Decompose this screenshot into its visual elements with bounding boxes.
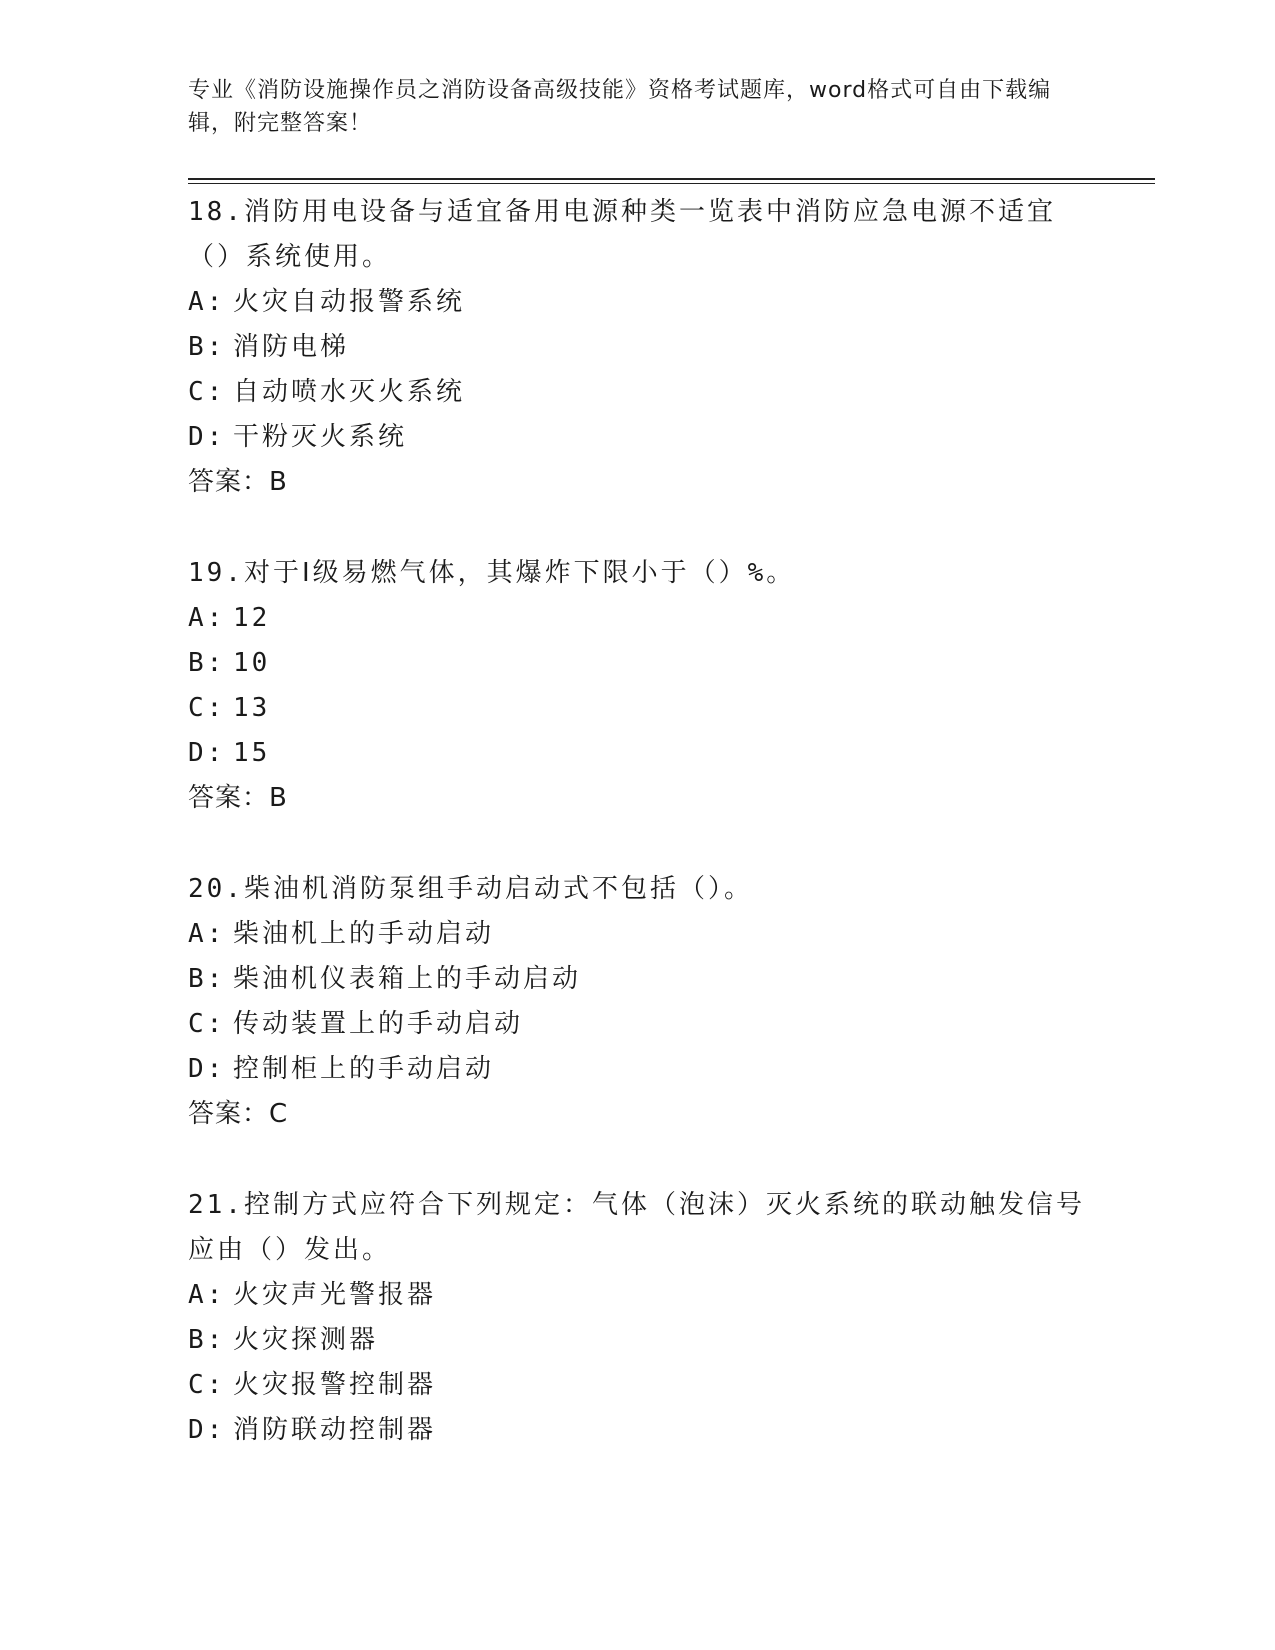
- option-letter: D:: [188, 422, 226, 452]
- answer-line: 答案：B: [188, 467, 288, 497]
- question-20: [188, 867, 1088, 1137]
- option-text: 消防电梯: [233, 332, 350, 362]
- header-divider-thin: [188, 183, 1155, 184]
- option-b: [188, 641, 1088, 686]
- option-text: 火灾自动报警系统: [233, 287, 466, 317]
- option-c: [188, 686, 1088, 731]
- option-b: [188, 1318, 1088, 1363]
- answer-line: 答案：C: [188, 1099, 289, 1129]
- option-text: 自动喷水灭火系统: [233, 377, 466, 407]
- option-c: [188, 1363, 1088, 1408]
- option-letter: A:: [188, 1280, 226, 1310]
- option-letter: C:: [188, 1009, 226, 1039]
- question-list: [188, 190, 1088, 1499]
- option-a: [188, 280, 1088, 325]
- option-text: 柴油机上的手动启动: [233, 919, 495, 949]
- option-letter: D:: [188, 738, 226, 768]
- option-c: [188, 370, 1088, 415]
- question-stem: 18.消防用电设备与适宜备用电源种类一览表中消防应急电源不适宜（）系统使用。: [188, 197, 1056, 272]
- answer-line: 答案：B: [188, 783, 288, 813]
- question-21: [188, 1183, 1088, 1453]
- option-text: 火灾声光警报器: [233, 1280, 437, 1310]
- option-text: 传动装置上的手动启动: [233, 1009, 524, 1039]
- option-text: 10: [233, 648, 271, 678]
- option-text: 12: [233, 603, 271, 633]
- option-a: [188, 912, 1088, 957]
- option-letter: A:: [188, 919, 226, 949]
- option-text: 控制柜上的手动启动: [233, 1054, 495, 1084]
- option-a: [188, 596, 1088, 641]
- option-text: 消防联动控制器: [233, 1415, 437, 1445]
- option-letter: A:: [188, 603, 226, 633]
- header-divider-thick: [188, 178, 1155, 180]
- option-letter: C:: [188, 1370, 226, 1400]
- option-a: [188, 1273, 1088, 1318]
- question-18: [188, 190, 1088, 505]
- question-stem: 21.控制方式应符合下列规定：气体（泡沫）灭火系统的联动触发信号应由（）发出。: [188, 1190, 1085, 1265]
- option-letter: C:: [188, 377, 226, 407]
- option-b: [188, 957, 1088, 1002]
- option-letter: D:: [188, 1415, 226, 1445]
- option-letter: B:: [188, 332, 226, 362]
- option-text: 15: [233, 738, 271, 768]
- option-d: [188, 415, 1088, 460]
- option-d: [188, 1408, 1088, 1453]
- document-header: 专业《消防设施操作员之消防设备高级技能》资格考试题库，word格式可自由下载编辑，附完整答案！: [188, 78, 1052, 136]
- option-letter: B:: [188, 964, 226, 994]
- option-letter: A:: [188, 287, 226, 317]
- option-d: [188, 731, 1088, 776]
- question-19: [188, 551, 1088, 821]
- option-text: 13: [233, 693, 271, 723]
- option-text: 火灾报警控制器: [233, 1370, 437, 1400]
- question-stem: 20.柴油机消防泵组手动启动式不包括（）。: [188, 874, 753, 904]
- option-c: [188, 1002, 1088, 1047]
- question-stem: 19.对于Ⅰ级易燃气体，其爆炸下限小于（）%。: [188, 558, 796, 588]
- option-letter: B:: [188, 648, 226, 678]
- option-b: [188, 325, 1088, 370]
- option-letter: D:: [188, 1054, 226, 1084]
- option-letter: B:: [188, 1325, 226, 1355]
- option-text: 柴油机仪表箱上的手动启动: [233, 964, 582, 994]
- option-text: 火灾探测器: [233, 1325, 379, 1355]
- option-d: [188, 1047, 1088, 1092]
- option-letter: C:: [188, 693, 226, 723]
- option-text: 干粉灭火系统: [233, 422, 408, 452]
